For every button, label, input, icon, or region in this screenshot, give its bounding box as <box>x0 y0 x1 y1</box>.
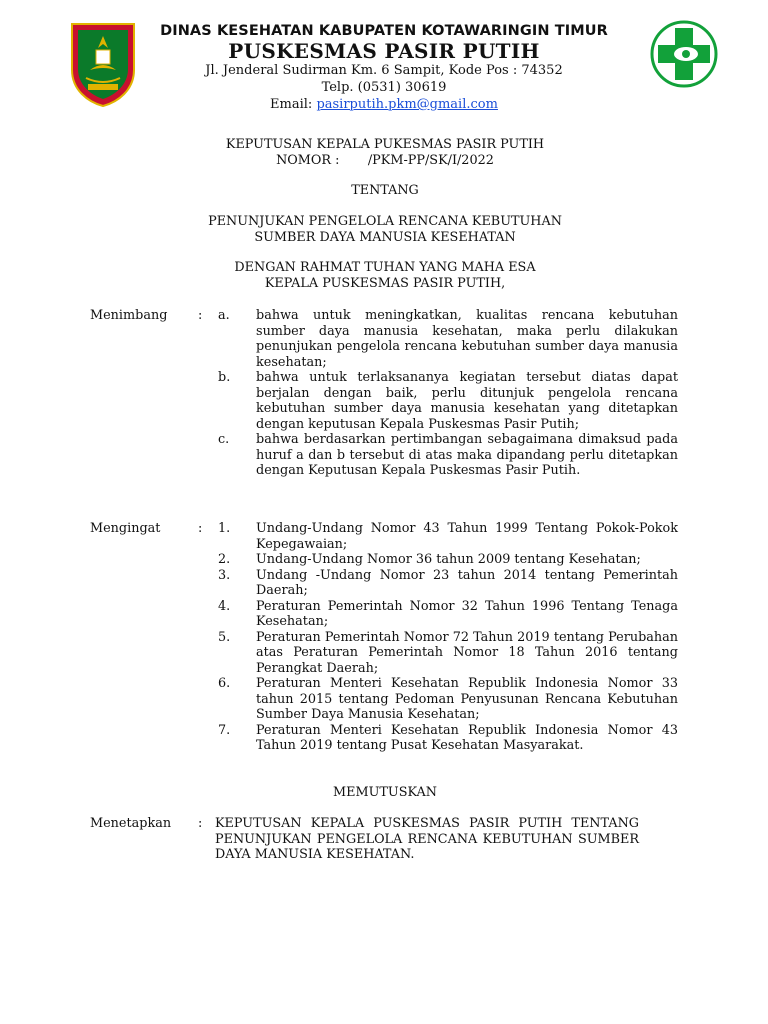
decree-title-block <box>90 137 680 168</box>
item-marker: 2. <box>218 552 231 567</box>
memutuskan-heading: MEMUTUSKAN <box>333 785 437 800</box>
list-item <box>218 630 678 677</box>
item-text: Undang-Undang Nomor 36 tahun 2009 tentang Kesehatan; <box>256 552 641 567</box>
item-marker: 7. <box>218 722 231 738</box>
mengingat-colon: : <box>198 521 203 536</box>
item-text: Peraturan Menteri Kesehatan Republik Indonesia Nomor 43 Tahun 2019 tentang Pusat Kesehatan Masyarakat. <box>256 722 678 753</box>
blessing-block <box>90 260 680 291</box>
item-marker: 6. <box>218 676 231 691</box>
list-item <box>218 552 678 568</box>
decree-subject <box>90 214 680 245</box>
item-text: Peraturan Menteri Kesehatan Republik Indonesia Nomor 33 tahun 2015 tentang Pedoman Penyusunan Rencana Kebutuhan Sumber Daya Manusia Kesehatan; <box>256 676 678 722</box>
item-text: Peraturan Pemerintah Nomor 72 Tahun 2019 tentang Perubahan atas Peraturan Pemerintah Nomor 18 Tahun 2016 tentang Perangkat Daerah; <box>256 629 678 676</box>
list-item <box>218 521 678 552</box>
menimbang-section <box>90 308 680 508</box>
list-item <box>218 676 678 723</box>
list-item <box>218 723 678 754</box>
head-line: KEPALA PUSKESMAS PASIR PUTIH, <box>264 275 506 291</box>
mengingat-list <box>218 521 678 754</box>
list-item <box>218 432 678 479</box>
subject-line-2: SUMBER DAYA MANUSIA KESEHATAN <box>254 229 516 245</box>
tentang-heading: TENTANG <box>351 183 419 198</box>
puskesmas-cross-logo <box>649 18 719 90</box>
list-item <box>218 568 678 599</box>
menimbang-colon: : <box>198 308 203 323</box>
list-item <box>218 599 678 630</box>
item-text: bahwa untuk terlaksananya kegiatan tersebut diatas dapat berjalan dengan baik, perlu ditunjuk pengelola rencana kebutuhan sumber daya manusia kesehatan yang ditetapkan dengan keputusan Kepala Puskesmas Pasir Putih; <box>256 370 678 432</box>
item-marker: a. <box>218 308 230 323</box>
item-text: Peraturan Pemerintah Nomor 32 Tahun 1996 Tentang Tenaga Kesehatan; <box>256 598 678 629</box>
item-text: bahwa berdasarkan pertimbangan sebagaimana dimaksud pada huruf a dan b tersebut di atas maka dipandang perlu ditetapkan dengan Keputusan Kepala Puskesmas Pasir Putih. <box>256 432 678 478</box>
mengingat-label: Mengingat <box>90 521 161 536</box>
email-label: Email: <box>270 97 317 112</box>
item-marker: 4. <box>218 598 231 614</box>
menetapkan-text: KEPUTUSAN KEPALA PUSKESMAS PASIR PUTIH TENTANG PENUNJUKAN PENGELOLA RENCANA KEBUTUHAN SUMBER DAYA MANUSIA KESEHATAN. <box>215 816 639 862</box>
menetapkan-label: Menetapkan <box>90 816 172 831</box>
puskesmas-name: PUSKESMAS PASIR PUTIH <box>228 39 540 63</box>
mengingat-section <box>90 521 680 771</box>
letterhead <box>120 22 648 113</box>
subject-line-1: PENUNJUKAN PENGELOLA RENCANA KEBUTUHAN <box>208 214 562 229</box>
menimbang-label: Menimbang <box>90 308 168 323</box>
blessing-line: DENGAN RAHMAT TUHAN YANG MAHA ESA <box>234 260 536 275</box>
address-line: Jl. Jenderal Sudirman Km. 6 Sampit, Kode Pos : 74352 <box>205 63 563 78</box>
item-text: Undang-Undang Nomor 43 Tahun 1999 Tentang Pokok-Pokok Kepegawaian; <box>256 521 678 552</box>
item-marker: 1. <box>218 521 231 536</box>
item-marker: c. <box>218 432 230 447</box>
phone-line: Telp. (0531) 30619 <box>321 80 447 95</box>
item-marker: 3. <box>218 567 231 583</box>
menetapkan-colon: : <box>198 816 203 831</box>
menimbang-list <box>218 308 678 479</box>
email-link[interactable]: pasirputih.pkm@gmail.com <box>316 97 498 112</box>
item-text: Undang -Undang Nomor 23 tahun 2014 tentang Pemerintah Daerah; <box>256 567 678 598</box>
menetapkan-section <box>90 816 680 876</box>
item-marker: b. <box>218 370 231 385</box>
decree-number: NOMOR : /PKM-PP/SK/I/2022 <box>276 152 494 168</box>
item-marker: 5. <box>218 629 231 645</box>
item-text: bahwa untuk meningkatkan, kualitas rencana kebutuhan sumber daya manusia kesehatan, maka perlu dilakukan penunjukan pengelola rencana kebutuhan sumber daya manusia kesehatan; <box>256 308 678 370</box>
agency-name: DINAS KESEHATAN KABUPATEN KOTAWARINGIN TIMUR <box>160 23 608 39</box>
decree-title: KEPUTUSAN KEPALA PUKESMAS PASIR PUTIH <box>225 137 545 152</box>
list-item <box>218 370 678 432</box>
email-line <box>120 96 648 113</box>
list-item <box>218 308 678 370</box>
